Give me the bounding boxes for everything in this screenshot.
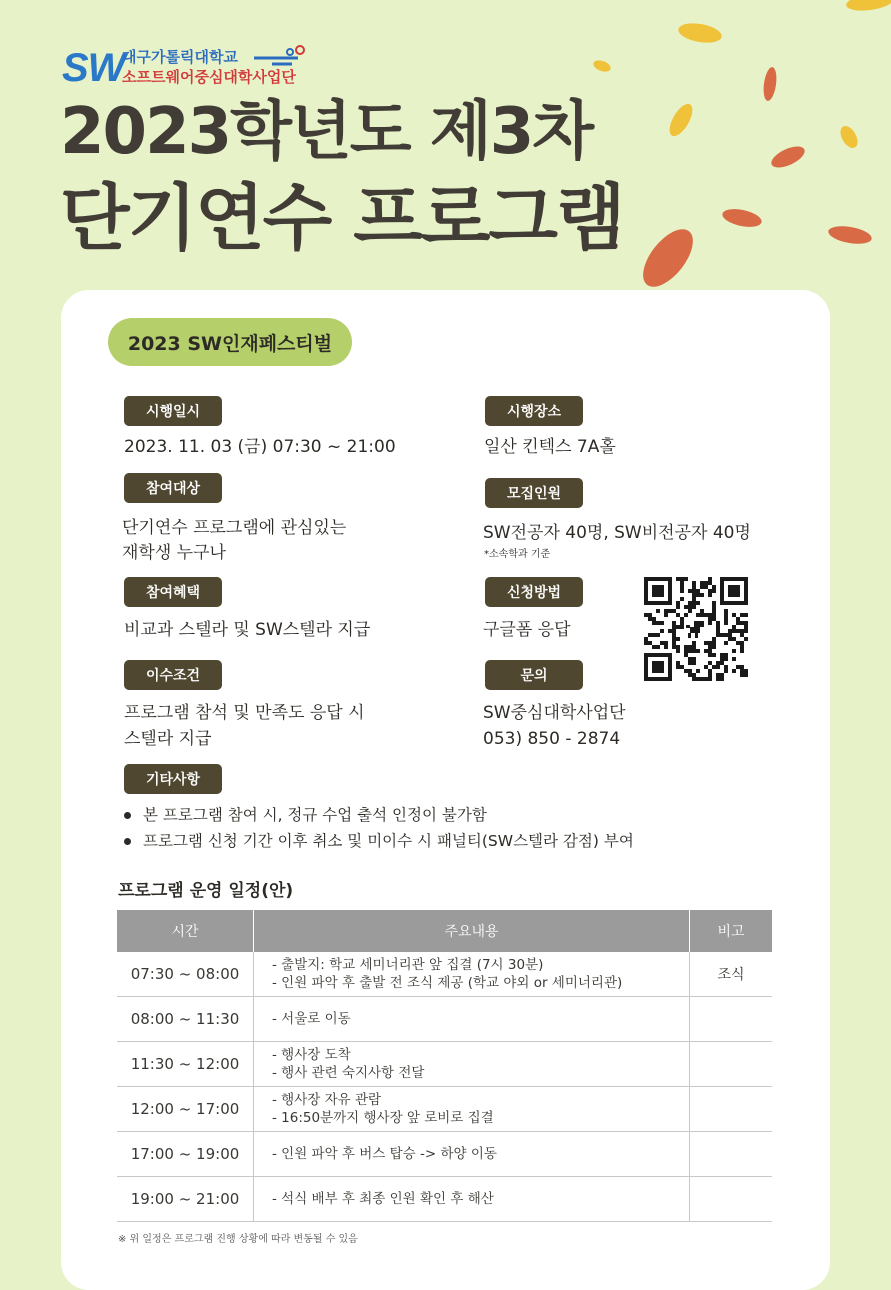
row-desc bbox=[254, 1177, 690, 1222]
row-remark bbox=[690, 1132, 773, 1177]
etc-item-text: 프로그램 신청 기간 이후 취소 및 미이수 시 패널티(SW스텔라 감점) 부여 bbox=[143, 832, 634, 850]
etc-item bbox=[124, 828, 634, 854]
row-time: 07:30 ~ 08:00 bbox=[117, 952, 254, 997]
event-name-badge: 2023 SW인재페스티벌 bbox=[108, 318, 352, 366]
schedule-footnote: ※ 위 일정은 프로그램 진행 상황에 따라 변동될 수 있음 bbox=[118, 1234, 358, 1245]
date-value: 2023. 11. 03 (금) 07:30 ~ 21:00 bbox=[124, 437, 396, 457]
place-label: 시행장소 bbox=[485, 396, 583, 426]
qr-code-icon[interactable] bbox=[644, 577, 748, 681]
row-time: 17:00 ~ 19:00 bbox=[117, 1132, 254, 1177]
header-remark: 비고 bbox=[690, 910, 773, 952]
etc-label: 기타사항 bbox=[124, 764, 222, 794]
recruit-label: 모집인원 bbox=[485, 478, 583, 508]
header-time: 시간 bbox=[117, 910, 254, 952]
row-desc bbox=[254, 1042, 690, 1087]
completion-value-1: 프로그램 참석 및 만족도 응답 시 bbox=[124, 703, 365, 723]
contact-value-1: SW중심대학사업단 bbox=[483, 703, 626, 723]
table-header-row bbox=[117, 910, 772, 952]
table-row bbox=[117, 997, 772, 1042]
row-desc-line: - 인원 파악 후 출발 전 조식 제공 (학교 야외 or 세미너리관) bbox=[272, 975, 623, 991]
row-desc-line: - 행사 관련 숙지사항 전달 bbox=[272, 1065, 425, 1081]
recruit-note: *소속학과 기준 bbox=[484, 549, 551, 560]
completion-label: 이수조건 bbox=[124, 660, 222, 690]
apply-label: 신청방법 bbox=[485, 577, 583, 607]
row-time: 11:30 ~ 12:00 bbox=[117, 1042, 254, 1087]
row-remark bbox=[690, 997, 773, 1042]
schedule-table bbox=[117, 910, 772, 1222]
row-remark bbox=[690, 1177, 773, 1222]
target-label: 참여대상 bbox=[124, 473, 222, 503]
bullet-icon bbox=[124, 812, 131, 819]
benefit-value: 비교과 스텔라 및 SW스텔라 지급 bbox=[124, 620, 371, 640]
row-desc-line: - 16:50분까지 행사장 앞 로비로 집결 bbox=[272, 1110, 494, 1126]
university-logo bbox=[62, 44, 322, 90]
row-desc bbox=[254, 1087, 690, 1132]
row-desc bbox=[254, 952, 690, 997]
table-row bbox=[117, 1177, 772, 1222]
row-desc-line: - 행사장 도착 bbox=[272, 1047, 351, 1063]
circuit-icon bbox=[252, 44, 308, 68]
bullet-icon bbox=[124, 838, 131, 845]
etc-item bbox=[124, 802, 634, 828]
row-desc-line: - 석식 배부 후 최종 인원 확인 후 해산 bbox=[272, 1191, 494, 1207]
title-line-2: 단기연수 프로그램 bbox=[60, 176, 624, 260]
date-label: 시행일시 bbox=[124, 396, 222, 426]
table-row bbox=[117, 1132, 772, 1177]
row-remark bbox=[690, 1087, 773, 1132]
row-time: 19:00 ~ 21:00 bbox=[117, 1177, 254, 1222]
logo-sw-mark: SW bbox=[62, 46, 125, 90]
logo-university-name: 대구가톨릭대학교 bbox=[122, 48, 238, 66]
row-remark bbox=[690, 1042, 773, 1087]
etc-item-text: 본 프로그램 참여 시, 정규 수업 출석 인정이 불가함 bbox=[143, 806, 487, 824]
place-value: 일산 킨텍스 7A홀 bbox=[484, 437, 616, 457]
completion-value-2: 스텔라 지급 bbox=[124, 729, 212, 749]
row-time: 12:00 ~ 17:00 bbox=[117, 1087, 254, 1132]
row-desc bbox=[254, 997, 690, 1042]
contact-label: 문의 bbox=[485, 660, 583, 690]
row-time: 08:00 ~ 11:30 bbox=[117, 997, 254, 1042]
title-line-1: 2023학년도 제3차 bbox=[60, 95, 593, 169]
target-value-2: 재학생 누구나 bbox=[122, 543, 226, 563]
logo-center-name: 소프트웨어중심대학사업단 bbox=[122, 68, 296, 86]
header-content: 주요내용 bbox=[254, 910, 690, 952]
row-remark: 조식 bbox=[690, 952, 773, 997]
table-row bbox=[117, 1087, 772, 1132]
table-row bbox=[117, 1042, 772, 1087]
schedule-title: 프로그램 운영 일정(안) bbox=[118, 881, 294, 901]
etc-list bbox=[124, 802, 634, 854]
row-desc-line: - 행사장 자유 관람 bbox=[272, 1092, 382, 1108]
benefit-label: 참여혜택 bbox=[124, 577, 222, 607]
contact-value-2: 053) 850 - 2874 bbox=[483, 729, 621, 749]
row-desc-line: - 인원 파악 후 버스 탑승 -> 하양 이동 bbox=[272, 1146, 497, 1162]
target-value-1: 단기연수 프로그램에 관심있는 bbox=[122, 518, 347, 538]
row-desc bbox=[254, 1132, 690, 1177]
apply-value: 구글폼 응답 bbox=[483, 620, 571, 640]
table-row bbox=[117, 952, 772, 997]
row-desc-line: - 서울로 이동 bbox=[272, 1011, 351, 1027]
recruit-value: SW전공자 40명, SW비전공자 40명 bbox=[483, 523, 751, 543]
page-title bbox=[60, 95, 624, 260]
row-desc-line: - 출발지: 학교 세미너리관 앞 집결 (7시 30분) bbox=[272, 957, 544, 973]
